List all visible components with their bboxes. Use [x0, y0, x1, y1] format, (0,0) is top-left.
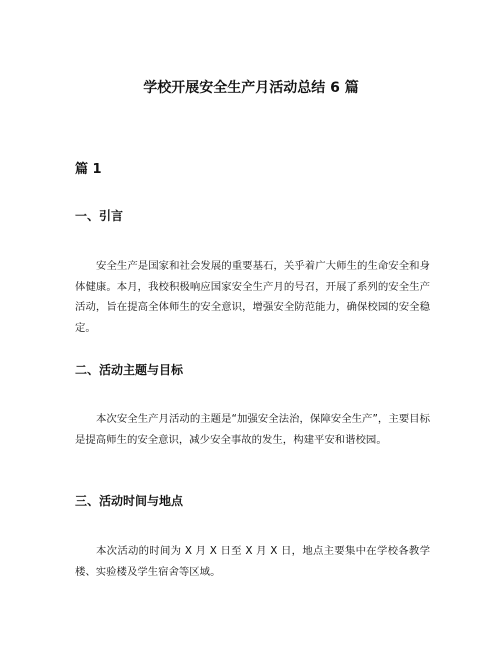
section-paragraph-introduction: 安全生产是国家和社会发展的重要基石，关乎着广大师生的生命安全和身体健康。本月，我校积极响应国家安全生产月的号召，开展了系列的安全生产活动，旨在提高全体师生的安全意识，增强安全防范能力，确保校园的安全稳定。 — [75, 260, 430, 334]
section-heading-theme-goals: 二、活动主题与目标 — [75, 363, 184, 377]
document-title: 学校开展安全生产月活动总结 6 篇 — [143, 80, 359, 96]
section-heading-introduction: 一、引言 — [75, 209, 124, 223]
part-heading: 篇 1 — [75, 162, 102, 177]
section-heading-time-location: 三、活动时间与地点 — [75, 494, 184, 508]
section-paragraph-time-location: 本次活动的时间为 X 月 X 日至 X 月 X 日，地点主要集中在学校各教学楼、实验楼及学生宿舍等区域。 — [75, 545, 430, 578]
section-paragraph-theme-goals: 本次安全生产月活动的主题是“加强安全法治，保障安全生产”，主要目标是提高师生的安全意识，减少安全事故的发生，构建平安和谐校园。 — [75, 413, 430, 446]
